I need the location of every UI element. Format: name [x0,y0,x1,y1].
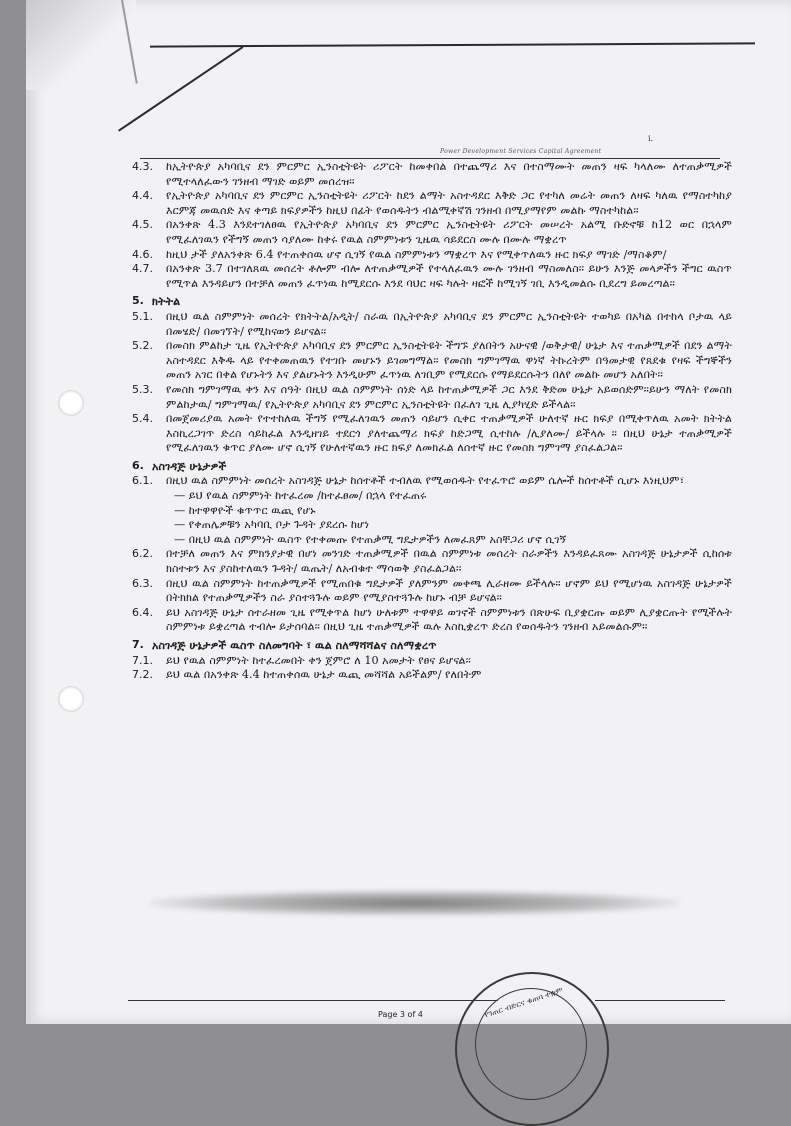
clause-item [132,577,732,606]
footer-rule-right [595,1000,725,1001]
clause-item [132,474,732,489]
list-bullet: — የቀጠሌዎቹን አካባቢ ቦታ ጉዳት ያደረሱ ከሆነ [174,518,370,532]
clause-number: 4.4. [132,189,153,203]
clause-item [132,668,732,683]
footer-rule [128,1000,498,1001]
folded-corner [26,0,136,90]
clause-text: በዚህ ዉል ስምምነት ከተጠቃሚዎች የሚጠበቁ ግዴታዎች ያለምንም መቀጫ ሊራዘሙ ይችላሉ፡፡ ሆኖም ይህ የሚሆነዉ አስገዳጅ ሁኔታዎች በትክክል የተጠቃሚዎችን ስራ ያስተጓጉሉ ወይም የሚያስተጓጉሉ ከሆኑ ብቻ ይሆናል፡፡ [166,576,732,605]
agreement-header-title: Power Development Services Capital Agreement [440,148,602,155]
clause-number: 6.4. [132,605,153,619]
header-rule [140,158,720,159]
clause-text: በዚህ ዉል ስምምነት መሰረት የክትትል/አዲት/ ስራዉ በኢትዮጵያ አካባቢና ደን ምርምር ኢንስቲትዩት ተወካይ በአካል በተከላ ቦታዉ ላይ በመሄድ/ በመገኘት/ የሚከናወን ይሆናል፡፡ [166,309,732,338]
clause-item [132,606,732,635]
official-stamp [455,972,609,1126]
page-number: Page 3 of 4 [378,1010,423,1019]
section-heading [132,294,732,309]
punch-hole-bottom [58,686,84,712]
section-heading [132,459,732,474]
section-title: ክትትል [152,294,181,309]
clause-text: በተቻለ መጠን እና ምክንያታዊ በሆነ መንገድ ተጠቃሚዎች በዉል ስምምነቱ መሰረት ስራዎችን እንዳይፈጸሙ አስገዳጅ ሁኔታዎች ሲከሰቱ ክስተቱን እና ያስከተለዉን ጉዳት/ ዉጤት/ ለአብቁተ ማሳወቅ ያስፈልጋል፡፡ [166,547,732,576]
clause-text: የኢትዮጵያ አካባቢና ደን ምርምር ኢንስቲትዩት ሪፖርት ከደን ልማት አስተዳደር እቅድ ጋር የተካለ መሬት መጠን ለዛፍ ካለዉ የማስተካከያ እርምጃ መዉሰድ እና ቀጣይ ክፍያዎችን ከዚህ በፊት የወሰዱትን ብልሚቀኛሽ ገንዘብ በሚያማየም መልኩ ማስተካከል፡፡ [166,189,732,217]
section-title: አስገዳጅ ሁኔታዎች ዉስጥ ስለመግባት ፣ ዉል ስለማሻሻልና ስለማቋረጥ [152,638,437,652]
clause-number: 6.2. [132,547,153,561]
clause-number: 4.3. [132,160,153,173]
clause-number: 4.7. [132,262,153,276]
clause-item [132,248,732,263]
ink-smudge [150,890,680,916]
section-title: አስገዳጅ ሁኔታዎች [152,458,227,473]
clause-item [132,218,732,247]
clause-text: በመስክ ምልከታ ጊዜ የኢትዮጵያ አካባቢና ደን ምርምር ኢንስቲትዩት ችግኙ ያለበትን አሁናዊ /ወቅታዊ/ ሁኔታ እና ተጠቃሚዎች በደን ልማት አስተዳደር እቅዱ ላይ የተቀመጠዉን የተገቡ መሆኑን ይገመግማል፡፡ የመስክ ግምገማዉ ዋነኛ ትኩረትም በዓመታዊ የጸደቁ የዛፍ ችግኞችን መጠን አገር በቀል የሆኑትን እና ያልሆኑትን እንዲሁም ፈጥነዉ ለገቢም የሚደርሱ የማይደርሱትን በለየ መልኩ መሆን አለበት፡፡ [166,339,732,382]
clause-number: 4.5. [132,218,153,232]
clause-item [132,189,732,218]
clause-text: በአንቀጽ 4.3 እንደተገለፀዉ የኢትዮጵያ አካባቢና ደን ምርምር ኢንስቲትዩት ሪፖርት መሠረት አልሚ ቡድኖቹ ከ12 ወር በኋላም የሚፈለገዉን የችግኝ መጠን ሳያለሙ ከቀሩ የዉል ስምምነቱን ጊዜዉ ሳይደርስ ሙሉ በሙሉ ማቋረጥ [166,218,732,246]
clause-item [132,262,732,291]
clause-text: ይህ ዉል በአንቀጽ 4.4 ከተጠቀሰዉ ሁኔታ ዉጪ መሻሻል አይችልም/ የለበትም [166,668,482,682]
page-mark: i. [648,134,654,143]
clause-number: 5.1. [132,309,153,323]
clause-number: 7.1. [132,653,153,667]
clause-text: ይህ አስገዳጅ ሁኔታ ሰተራዘመ ጊዜ የሚቀጥል ከሆነ ሁለቱም ተዋዋይ ወገኖች ስምምነቱን በጽሁፍ ቢያቋርጡ ወይም ሊያቋርጡት የሚችሉት ስምምነቱ ይቋረጣል ተብሎ ይታሰባል፡፡ በዚህ ጊዜ ተጠቃሚዎች ዉሉ እስኪቋረጥ ድረስ የወሰዱትን ገንዘብ አይመልሱም፡፡ [166,605,732,634]
section-heading [132,638,732,653]
clause-text: የመስክ ግምገማዉ ቀን እና ሰዓት በዚህ ዉል ስምምነት ሰነድ ላይ ከተጠቃሚዎች ጋር እንደ ቅድመ ሁኔታ አይወሰድም፡፡ይሁን ማለት የመስክ ምልከታዉ/ ግምገማዉ/ የኢትዮጵያ አካባቢና ደን ምርምር ኢንስቲትዩት በፈለገ ጊዜ ሊያካሂድ ይችላል፡፡ [166,382,732,411]
clause-item [132,412,732,456]
section-number: 5. [132,294,144,308]
clause-item [132,160,732,189]
clause-number: 7.2. [132,668,153,682]
section-number: 6. [132,458,144,472]
list-bullet: — በዚህ ዉል ስምምነት ዉስጥ የተቀመጡ የተጠቃሚ ግዴታዎችን ለመፈጸም አስቸጋሪ ሆኖ ሲገኝ [174,532,567,546]
clause-number: 5.3. [132,382,153,396]
clause-number: 6.1. [132,474,153,488]
clause-item [132,654,732,669]
clause-item [132,339,732,383]
document-body [132,160,732,683]
stamp-text: የገጠር ብድርና ቁጠባ ተቋም [483,985,564,1020]
clause-number: 5.2. [132,339,153,353]
clause-text: ይህ የዉል ስምምነት ከተፈረመበት ቀን ጀምሮ ለ 10 አመታት የፀና ይሆናል፡፡ [166,653,471,667]
clause-item [132,547,732,576]
list-bullet: — ከተዋዋዮች ቁጥጥር ዉጪ የሆኑ [174,503,316,517]
punch-hole-top [58,390,84,416]
clause-text: በመጀመሪያዉ አመት የተተከለዉ ችግኝ የሚፈለገዉን መጠን ሳይሆን ሲቀር ተጠቃሚዎች ሁለተኛ ዙር ክፍያ በሚቀጥለዉ አመት ክትትል እስኪረጋገጥ ድረስ ሳይከፈል እንዲዘገይ ተደርጎ ያለተጨማሪ ክፍያ ከድጋሚ ሲተከሉ /ሊያለሙ/ ይችላሉ ፡፡ በዚህ ሁኔታ ተጠቃሚዎች የሚፈለገዉን ቁጥር ያለሙ ሆኖ ሲገኝ የሁለተኛዉን ዙር ክፍያ ለመክፈል ለሰተኛ ዙር የመስክ ግምገማ ያስፈልጋል፡፡ [166,412,732,455]
clause-text: በአንቀጽ 3.7 በተገለጸዉ መሰረት ቶሎም ብሎ ለተጠቃሚዎች የተላለፈዉን ሙሉ ገንዘብ ማስመለስ፡፡ ይሁን እንጅ መላዎችን ችግር ዉስጥ የሚጥል እንዳይሆን በተቻለ መጠን ፈጥነዉ ከሚደርሱ እንደ ባህር ዛፍ ካሉት ዛፎች ከሚገኝ ገቢ እንዲመልሱ ቢደረግ ይመረጣል፡፡ [166,262,732,290]
clause-number: 6.3. [132,576,153,590]
clause-number: 4.6. [132,247,153,261]
clause-text: በዚህ ዉል ስምምነት መሰረት አስገዳጅ ሁኔታ ከሰተቶች ተብለዉ የሚወሰዱት የተፈጥሮ ወይም ሴሎች ከሰተቶች ሲሆኑ እነዚህም፣ [166,474,685,488]
clause-number: 5.4. [132,412,153,426]
clause-text: ከኢትዮጵያ አካባቢና ደን ምርምር ኢንስቲትዩት ሪፖርት ከመቀበል በተጨማሪ እና በተስማሙት መጠን ዛፍ ካላለሙ ለተጠቃሚዎች የሚተላለፈውን ገንዘብ ማገድ ወይም መሰረዝ፡፡ [166,160,732,188]
clause-item [132,383,732,412]
list-bullet: — ይህ የዉል ስምምነት ከተፈረመ /ከተፈፀመ/ በኋላ የተፈጠሩ [174,489,427,503]
section-number: 7. [132,638,144,651]
clause-text: ከዚህ ታች ያለአንቀጽ 6.4 የተጠቀሰዉ ሆኖ ሲገኝ የዉል ስምምነቱን ማቋረጥ እና የሚቀጥለዉን ዙር ክፍያ ማገድ /ማስቆም/ [166,247,667,261]
clause-item [132,310,732,339]
